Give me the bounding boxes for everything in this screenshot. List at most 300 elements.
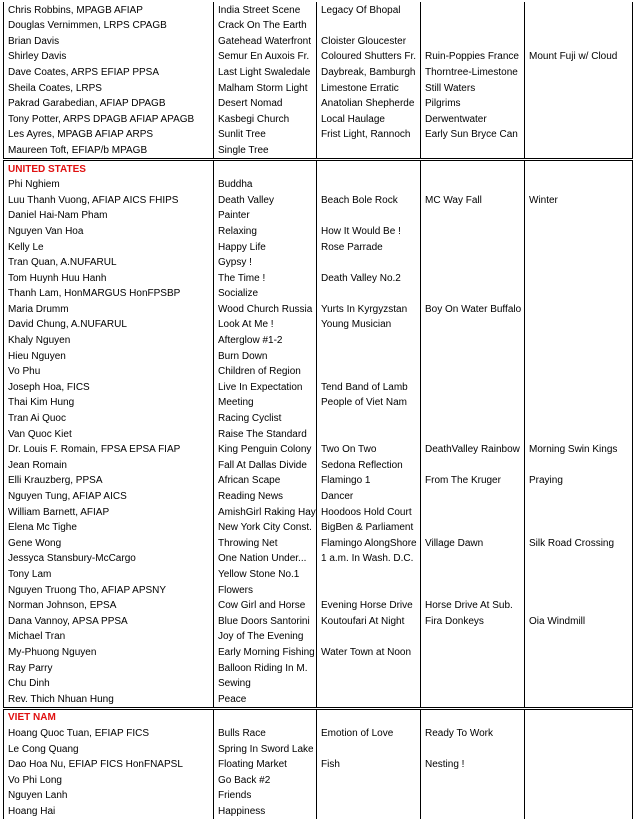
title-cell (421, 566, 525, 582)
title-cell (317, 788, 421, 804)
title-cell (525, 379, 633, 395)
title-cell: Spring In Sword Lake (214, 741, 317, 757)
title-cell: AmishGirl Raking Hay (214, 504, 317, 520)
title-cell: Pilgrims (421, 96, 525, 112)
title-cell: Two On Two (317, 442, 421, 458)
title-cell (317, 772, 421, 788)
title-cell (525, 566, 633, 582)
author-cell: Hieu Nguyen (4, 348, 214, 364)
title-cell: Fira Donkeys (421, 613, 525, 629)
title-cell: Wood Church Russia (214, 301, 317, 317)
title-cell: Gatehead Waterfront (214, 33, 317, 49)
author-cell: Daniel Hai-Nam Pham (4, 208, 214, 224)
title-cell: Painter (214, 208, 317, 224)
table-row (4, 2, 633, 18)
title-cell: Young Musician (317, 317, 421, 333)
title-cell (525, 676, 633, 692)
title-cell: How It Would Be ! (317, 223, 421, 239)
title-cell (525, 255, 633, 271)
title-cell (317, 741, 421, 757)
title-cell (525, 426, 633, 442)
table-row (4, 772, 633, 788)
author-cell: Sheila Coates, LRPS (4, 80, 214, 96)
title-cell: Thorntree-Limestone (421, 64, 525, 80)
table-row (4, 223, 633, 239)
title-cell: Village Dawn (421, 535, 525, 551)
title-cell: Bulls Race (214, 725, 317, 741)
title-cell: Kasbegi Church (214, 111, 317, 127)
title-cell: The Time ! (214, 270, 317, 286)
title-cell: Early Morning Fishing (214, 644, 317, 660)
title-cell (421, 239, 525, 255)
author-cell: Nguyen Van Hoa (4, 223, 214, 239)
title-cell (525, 111, 633, 127)
table-row (4, 788, 633, 804)
title-cell (421, 772, 525, 788)
author-cell: Norman Johnson, EPSA (4, 598, 214, 614)
author-cell: Phi Nghiem (4, 177, 214, 193)
author-cell: Luu Thanh Vuong, AFIAP AICS FHIPS (4, 192, 214, 208)
title-cell: MC Way Fall (421, 192, 525, 208)
author-cell: Chris Robbins, MPAGB AFIAP (4, 2, 214, 18)
title-cell: Rose Parrade (317, 239, 421, 255)
title-cell (421, 410, 525, 426)
table-row (4, 691, 633, 708)
title-cell: Beach Bole Rock (317, 192, 421, 208)
title-cell: Burn Down (214, 348, 317, 364)
title-cell: Malham Storm Light (214, 80, 317, 96)
table-row (4, 676, 633, 692)
title-cell (421, 255, 525, 271)
table-row (4, 96, 633, 112)
entries-table (3, 2, 633, 819)
title-cell: Peace (214, 691, 317, 708)
section-header-cell (421, 159, 525, 176)
title-cell (525, 660, 633, 676)
title-cell (421, 457, 525, 473)
table-row (4, 803, 633, 819)
title-cell (317, 566, 421, 582)
title-cell: Winter (525, 192, 633, 208)
title-cell (317, 177, 421, 193)
section-title: VIET NAM (4, 708, 214, 725)
title-cell: Sunlit Tree (214, 127, 317, 143)
title-cell: Flamingo AlongShore (317, 535, 421, 551)
title-cell: Frist Light, Rannoch (317, 127, 421, 143)
table-row (4, 80, 633, 96)
title-cell: Crack On The Earth (214, 18, 317, 34)
title-cell (525, 644, 633, 660)
title-cell (525, 2, 633, 18)
table-row (4, 111, 633, 127)
title-cell (525, 488, 633, 504)
author-cell: Elli Krauzberg, PPSA (4, 473, 214, 489)
title-cell: Children of Region (214, 364, 317, 380)
title-cell (525, 208, 633, 224)
author-cell: Jessyca Stansbury-McCargo (4, 551, 214, 567)
title-cell: Blue Doors Santorini (214, 613, 317, 629)
table-row (4, 410, 633, 426)
title-cell (525, 142, 633, 159)
title-cell (525, 551, 633, 567)
table-row (4, 426, 633, 442)
title-cell: Emotion of Love (317, 725, 421, 741)
title-cell: New York City Const. (214, 520, 317, 536)
title-cell (525, 772, 633, 788)
title-cell (421, 364, 525, 380)
title-cell: Socialize (214, 286, 317, 302)
title-cell: Ready To Work (421, 725, 525, 741)
author-cell: Joseph Hoa, FICS (4, 379, 214, 395)
section-header-cell (214, 159, 317, 176)
title-cell: King Penguin Colony (214, 442, 317, 458)
title-cell (525, 286, 633, 302)
title-cell (317, 660, 421, 676)
table-row (4, 473, 633, 489)
section-header (4, 708, 633, 725)
title-cell: Water Town at Noon (317, 644, 421, 660)
title-cell (421, 286, 525, 302)
title-cell: Relaxing (214, 223, 317, 239)
title-cell: Semur En Auxois Fr. (214, 49, 317, 65)
title-cell (317, 18, 421, 34)
author-cell: Dao Hoa Nu, EFIAP FICS HonFNAPSL (4, 757, 214, 773)
author-cell: Tom Huynh Huu Hanh (4, 270, 214, 286)
title-cell: Death Valley No.2 (317, 270, 421, 286)
author-cell: Vo Phu (4, 364, 214, 380)
title-cell (421, 177, 525, 193)
author-cell: Nguyen Truong Tho, AFIAP APSNY (4, 582, 214, 598)
title-cell (525, 317, 633, 333)
title-cell (317, 208, 421, 224)
title-cell: Flamingo 1 (317, 473, 421, 489)
title-cell (525, 598, 633, 614)
table-row (4, 598, 633, 614)
author-cell: Maureen Toft, EFIAP/b MPAGB (4, 142, 214, 159)
section-header-cell (214, 708, 317, 725)
title-cell (525, 410, 633, 426)
author-cell: Brian Davis (4, 33, 214, 49)
title-cell: Dancer (317, 488, 421, 504)
title-cell (421, 551, 525, 567)
title-cell (317, 676, 421, 692)
entries-table-body (4, 2, 633, 819)
title-cell: Happy Life (214, 239, 317, 255)
table-row (4, 725, 633, 741)
title-cell (421, 504, 525, 520)
title-cell: Boy On Water Buffalo (421, 301, 525, 317)
author-cell: Gene Wong (4, 535, 214, 551)
title-cell: Throwing Net (214, 535, 317, 551)
title-cell (317, 691, 421, 708)
title-cell: Sewing (214, 676, 317, 692)
author-cell: Kelly Le (4, 239, 214, 255)
table-row (4, 332, 633, 348)
title-cell: From The Kruger (421, 473, 525, 489)
title-cell (421, 208, 525, 224)
title-cell: Gypsy ! (214, 255, 317, 271)
title-cell (317, 426, 421, 442)
title-cell (525, 803, 633, 819)
author-cell: Hoang Hai (4, 803, 214, 819)
title-cell: Early Sun Bryce Can (421, 127, 525, 143)
table-row (4, 348, 633, 364)
author-cell: Shirley Davis (4, 49, 214, 65)
title-cell: Ruin-Poppies France (421, 49, 525, 65)
table-row (4, 629, 633, 645)
title-cell: BigBen & Parliament (317, 520, 421, 536)
title-cell: Yurts In Kyrgyzstan (317, 301, 421, 317)
title-cell (421, 660, 525, 676)
title-cell (421, 644, 525, 660)
title-cell: One Nation Under... (214, 551, 317, 567)
title-cell: Limestone Erratic (317, 80, 421, 96)
section-header-cell (421, 708, 525, 725)
title-cell: Afterglow #1-2 (214, 332, 317, 348)
title-cell: Anatolian Shepherde (317, 96, 421, 112)
author-cell: Thai Kim Hung (4, 395, 214, 411)
title-cell (525, 725, 633, 741)
table-row (4, 192, 633, 208)
title-cell (525, 301, 633, 317)
title-cell (525, 691, 633, 708)
title-cell: Mount Fuji w/ Cloud (525, 49, 633, 65)
title-cell: India Street Scene (214, 2, 317, 18)
title-cell (421, 332, 525, 348)
author-cell: Michael Tran (4, 629, 214, 645)
title-cell: Yellow Stone No.1 (214, 566, 317, 582)
author-cell: Les Ayres, MPAGB AFIAP ARPS (4, 127, 214, 143)
title-cell (421, 395, 525, 411)
title-cell (525, 223, 633, 239)
author-cell: Douglas Vernimmen, LRPS CPAGB (4, 18, 214, 34)
title-cell (525, 127, 633, 143)
title-cell: Legacy Of Bhopal (317, 2, 421, 18)
author-cell: Jean Romain (4, 457, 214, 473)
table-row (4, 504, 633, 520)
title-cell: Joy of The Evening (214, 629, 317, 645)
author-cell: Rev. Thich Nhuan Hung (4, 691, 214, 708)
table-row (4, 520, 633, 536)
table-row (4, 660, 633, 676)
table-row (4, 49, 633, 65)
title-cell (317, 629, 421, 645)
title-cell (525, 629, 633, 645)
title-cell (421, 348, 525, 364)
title-cell (421, 142, 525, 159)
table-row (4, 239, 633, 255)
author-cell: Tony Lam (4, 566, 214, 582)
table-row (4, 644, 633, 660)
title-cell (525, 270, 633, 286)
title-cell: Single Tree (214, 142, 317, 159)
table-row (4, 127, 633, 143)
table-row (4, 177, 633, 193)
title-cell: Buddha (214, 177, 317, 193)
title-cell (421, 317, 525, 333)
author-cell: Thanh Lam, HonMARGUS HonFPSBP (4, 286, 214, 302)
title-cell (421, 18, 525, 34)
table-row (4, 18, 633, 34)
title-cell: Reading News (214, 488, 317, 504)
title-cell (525, 64, 633, 80)
title-cell (525, 18, 633, 34)
title-cell (317, 364, 421, 380)
title-cell (421, 270, 525, 286)
title-cell (421, 488, 525, 504)
author-cell: Dr. Louis F. Romain, FPSA EPSA FIAP (4, 442, 214, 458)
author-cell: Vo Phi Long (4, 772, 214, 788)
author-cell: Nguyen Lanh (4, 788, 214, 804)
title-cell (421, 426, 525, 442)
title-cell: Derwentwater (421, 111, 525, 127)
title-cell: 1 a.m. In Wash. D.C. (317, 551, 421, 567)
title-cell (421, 803, 525, 819)
title-cell (525, 741, 633, 757)
title-cell (421, 2, 525, 18)
author-cell: My-Phuong Nguyen (4, 644, 214, 660)
table-row (4, 33, 633, 49)
author-cell: Chu Dinh (4, 676, 214, 692)
title-cell (525, 788, 633, 804)
title-cell: Horse Drive At Sub. (421, 598, 525, 614)
section-title: UNITED STATES (4, 159, 214, 176)
table-row (4, 142, 633, 159)
title-cell: Flowers (214, 582, 317, 598)
title-cell: DeathValley Rainbow (421, 442, 525, 458)
title-cell: Live In Expectation (214, 379, 317, 395)
table-row (4, 255, 633, 271)
title-cell (525, 239, 633, 255)
table-row (4, 613, 633, 629)
title-cell (317, 582, 421, 598)
title-cell (525, 520, 633, 536)
author-cell: Tran Ai Quoc (4, 410, 214, 426)
author-cell: David Chung, A.NUFARUL (4, 317, 214, 333)
title-cell (317, 348, 421, 364)
table-row (4, 457, 633, 473)
author-cell: Le Cong Quang (4, 741, 214, 757)
title-cell (421, 33, 525, 49)
title-cell (525, 582, 633, 598)
table-row (4, 379, 633, 395)
title-cell: Happiness (214, 803, 317, 819)
section-header-cell (317, 159, 421, 176)
table-row (4, 208, 633, 224)
section-header-cell (525, 159, 633, 176)
title-cell: Oia Windmill (525, 613, 633, 629)
author-cell: William Barnett, AFIAP (4, 504, 214, 520)
title-cell: Coloured Shutters Fr. (317, 49, 421, 65)
title-cell: Tend Band of Lamb (317, 379, 421, 395)
title-cell (525, 504, 633, 520)
table-row (4, 364, 633, 380)
title-cell (421, 629, 525, 645)
table-row (4, 301, 633, 317)
title-cell: Cow Girl and Horse (214, 598, 317, 614)
section-header-cell (525, 708, 633, 725)
author-cell: Nguyen Tung, AFIAP AICS (4, 488, 214, 504)
title-cell: Death Valley (214, 192, 317, 208)
title-cell: Racing Cyclist (214, 410, 317, 426)
author-cell: Ray Parry (4, 660, 214, 676)
title-cell: Last Light Swaledale (214, 64, 317, 80)
title-cell: Floating Market (214, 757, 317, 773)
author-cell: Van Quoc Kiet (4, 426, 214, 442)
section-header (4, 159, 633, 176)
title-cell (317, 255, 421, 271)
title-cell (317, 803, 421, 819)
title-cell (525, 332, 633, 348)
table-row (4, 395, 633, 411)
title-cell: African Scape (214, 473, 317, 489)
table-row (4, 488, 633, 504)
title-cell: Cloister Gloucester (317, 33, 421, 49)
title-cell: Daybreak, Bamburgh (317, 64, 421, 80)
author-cell: Khaly Nguyen (4, 332, 214, 348)
table-row (4, 64, 633, 80)
table-row (4, 757, 633, 773)
title-cell: Nesting ! (421, 757, 525, 773)
title-cell (421, 691, 525, 708)
title-cell (525, 757, 633, 773)
title-cell: Meeting (214, 395, 317, 411)
table-row (4, 741, 633, 757)
table-row (4, 270, 633, 286)
title-cell (525, 96, 633, 112)
title-cell (525, 348, 633, 364)
author-cell: Maria Drumm (4, 301, 214, 317)
title-cell: Raise The Standard (214, 426, 317, 442)
author-cell: Tran Quan, A.NUFARUL (4, 255, 214, 271)
title-cell: People of Viet Nam (317, 395, 421, 411)
title-cell: Friends (214, 788, 317, 804)
title-cell (317, 142, 421, 159)
title-cell: Hoodoos Hold Court (317, 504, 421, 520)
title-cell: Desert Nomad (214, 96, 317, 112)
table-row (4, 286, 633, 302)
section-header-cell (317, 708, 421, 725)
author-cell: Dana Vannoy, APSA PPSA (4, 613, 214, 629)
title-cell (317, 286, 421, 302)
author-cell: Elena Mc Tighe (4, 520, 214, 536)
title-cell: Koutoufari At Night (317, 613, 421, 629)
title-cell: Praying (525, 473, 633, 489)
table-row (4, 317, 633, 333)
title-cell (525, 395, 633, 411)
table-row (4, 535, 633, 551)
author-cell: Tony Potter, ARPS DPAGB AFIAP APAGB (4, 111, 214, 127)
title-cell: Sedona Reflection (317, 457, 421, 473)
title-cell (525, 457, 633, 473)
title-cell: Fall At Dallas Divide (214, 457, 317, 473)
title-cell (421, 582, 525, 598)
title-cell: Go Back #2 (214, 772, 317, 788)
author-cell: Dave Coates, ARPS EFIAP PPSA (4, 64, 214, 80)
title-cell: Balloon Riding In M. (214, 660, 317, 676)
title-cell: Evening Horse Drive (317, 598, 421, 614)
table-row (4, 442, 633, 458)
table-row (4, 566, 633, 582)
title-cell (525, 80, 633, 96)
title-cell: Fish (317, 757, 421, 773)
author-cell: Pakrad Garabedian, AFIAP DPAGB (4, 96, 214, 112)
title-cell (421, 520, 525, 536)
title-cell (317, 410, 421, 426)
title-cell (421, 788, 525, 804)
title-cell: Local Haulage (317, 111, 421, 127)
title-cell (421, 223, 525, 239)
